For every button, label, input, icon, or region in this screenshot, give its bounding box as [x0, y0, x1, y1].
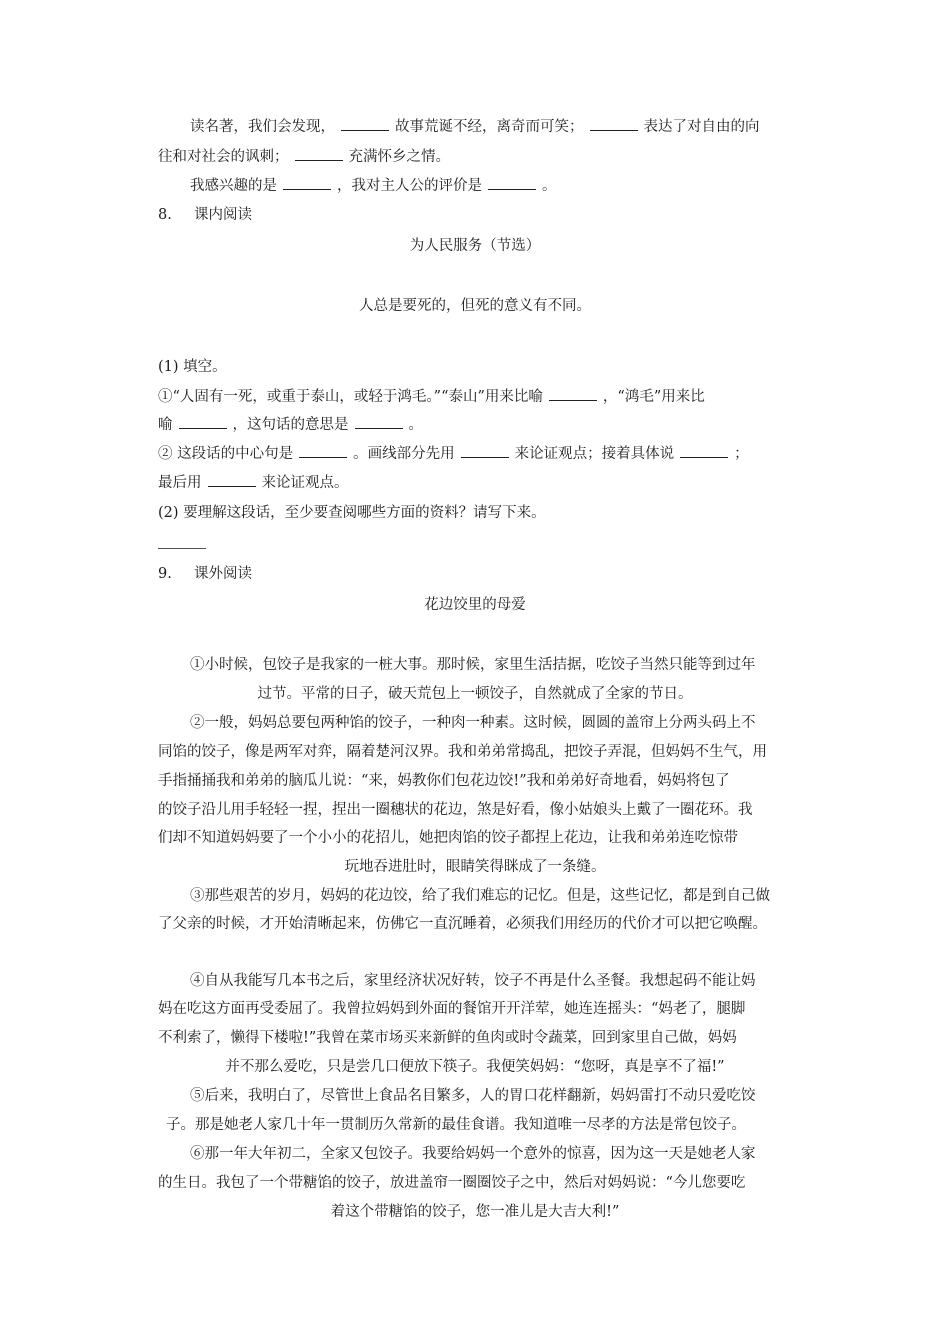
story-line: 过节。平常的日子，破天荒包上一顿饺子，自然就成了全家的节日。: [257, 686, 693, 702]
intro-text: 往和对社会的讽刺；: [158, 149, 289, 165]
q8-text: 来论证观点；接着具体说: [514, 446, 675, 462]
q8-text: 来论证观点。: [261, 475, 349, 491]
answer-blank[interactable]: [295, 146, 343, 161]
intro-text: 我感兴趣的是: [190, 178, 277, 194]
answer-blank[interactable]: [488, 175, 536, 190]
intro-line-3: [190, 175, 557, 196]
answer-blank[interactable]: [461, 443, 509, 458]
part-1-label: (1) 填空。: [158, 359, 227, 375]
question-number: 8.: [158, 207, 172, 223]
q8-text: ② 这段话的中心句是: [158, 446, 294, 462]
story-line: 了父亲的时候，才开始清晰起来，仿佛它一直沉睡着，必须我们用经历的代价才可以把它唤醒。: [158, 916, 767, 932]
answer-blank[interactable]: [549, 386, 597, 401]
q8-text: ，这句话的意思是: [232, 417, 349, 433]
q8-line-4: [158, 472, 349, 493]
intro-text: 充满怀乡之情。: [348, 149, 450, 165]
answer-blank[interactable]: [341, 116, 389, 131]
answer-blank[interactable]: [355, 414, 403, 429]
story-line: 玩地吞进肚时，眼睛笑得眯成了一条缝。: [344, 859, 606, 875]
story-line: 的生日。我包了一个带糖馅的饺子，放进盖帘一圈圈饺子之中，然后对妈妈说：“今儿您要吃: [158, 1175, 746, 1191]
q8-line-3: [158, 443, 749, 464]
story-line: ⑤后来，我明白了，尽管世上食品名目繁多，人的胃口花样翻新，妈妈雷打不动只爱吃饺: [190, 1088, 756, 1104]
story-line: 并不那么爱吃，只是尝几口便放下筷子。我便笑妈妈：“您呀，真是享不了福!”: [225, 1059, 725, 1075]
question-heading: 课外阅读: [194, 566, 252, 582]
answer-line[interactable]: [158, 548, 206, 549]
story-line: 妈在吃这方面再受委屈了。我曾拉妈妈到外面的餐馆开开洋荤，她连连摇头：“妈老了，腿脚: [158, 1001, 746, 1017]
answer-blank[interactable]: [680, 443, 728, 458]
story-line: ⑥那一年大年初二，全家又包饺子。我要给妈妈一个意外的惊喜，因为这一天是她老人家: [190, 1146, 756, 1162]
q8-text: ①“人固有一死，或重于泰山，或轻于鸿毛。”“泰山”用来比喻: [158, 389, 543, 405]
q8-text: 。: [408, 417, 423, 433]
answer-blank[interactable]: [590, 116, 638, 131]
question-8-heading: [158, 205, 252, 225]
answer-blank[interactable]: [208, 472, 256, 487]
q8-line-2: [158, 414, 423, 435]
story-line: 手指捅捅我和弟弟的脑瓜儿说：“来，妈教你们包花边饺!”我和弟弟好奇地看，妈妈将包了: [158, 773, 730, 789]
passage-title: 为人民服务（节选）: [409, 238, 541, 254]
intro-text: 故事荒诞不经，离奇而可笑；: [395, 119, 584, 135]
q8-text: ，“鸿毛”用来比: [602, 389, 705, 405]
q8-line-1: [158, 386, 705, 407]
q8-text: ；: [734, 446, 749, 462]
answer-blank[interactable]: [283, 175, 331, 190]
passage-quote: 人总是要死的，但死的意义有不同。: [359, 298, 591, 314]
story-line: 着这个带糖馅的饺子，您一准儿是大吉大利!”: [330, 1204, 620, 1220]
story-line: 的饺子沿儿用手轻轻一捏，捏出一圈穗状的花边，煞是好看，像小姑娘头上戴了一圈花环。我: [158, 802, 753, 818]
question-heading: 课内阅读: [194, 207, 252, 223]
story-line: ②一般，妈妈总要包两种馅的饺子，一种肉一种素。这时候，圆圆的盖帘上分两头码上不: [190, 715, 756, 731]
answer-blank[interactable]: [299, 443, 347, 458]
intro-text: ，我对主人公的评价是: [337, 178, 482, 194]
story-line: ①小时候，包饺子是我家的一桩大事。那时候，家里生活拮据，吃饺子当然只能等到过年: [190, 657, 756, 673]
q8-text: 。画线部分先用: [353, 446, 455, 462]
story-line: ④自从我能写几本书之后，家里经济状况好转，饺子不再是什么圣餐。我想起码不能让妈: [190, 973, 756, 989]
intro-text: 读名著，我们会发现，: [190, 119, 335, 135]
story-line: 子。那是她老人家几十年一贯制历久常新的最佳食谱。我知道唯一尽孝的方法是常包饺子。: [166, 1117, 746, 1133]
answer-blank[interactable]: [179, 414, 227, 429]
intro-text: 表达了对自由的向: [643, 119, 760, 135]
question-number: 9.: [158, 566, 172, 582]
intro-text: 。: [542, 178, 557, 194]
story-line: ③那些艰苦的岁月，妈妈的花边饺，给了我们难忘的记忆。但是，这些记忆，都是到自己做: [190, 888, 770, 904]
q8-text: 喻: [158, 417, 173, 433]
part-2-label: (2) 要理解这段话，至少要查阅哪些方面的资料？请写下来。: [158, 505, 546, 521]
story-title: 花边饺里的母爱: [424, 597, 526, 613]
story-line: 们却不知道妈妈要了一个小小的花招儿，她把肉馅的饺子都捏上花边，让我和弟弟连吃惊带: [158, 830, 738, 846]
q8-text: 最后用: [158, 475, 202, 491]
intro-line-1: [190, 116, 760, 137]
story-line: 不利索了，懒得下楼啦!”我曾在菜市场买来新鲜的鱼肉或时令蔬菜，回到家里自己做，妈妈: [158, 1030, 737, 1046]
intro-line-2: [158, 146, 450, 167]
question-9-heading: [158, 564, 252, 584]
story-line: 同馅的饺子，像是两军对弈，隔着楚河汉界。我和弟弟常捣乱，把饺子弄混，但妈妈不生气，用: [158, 744, 767, 760]
